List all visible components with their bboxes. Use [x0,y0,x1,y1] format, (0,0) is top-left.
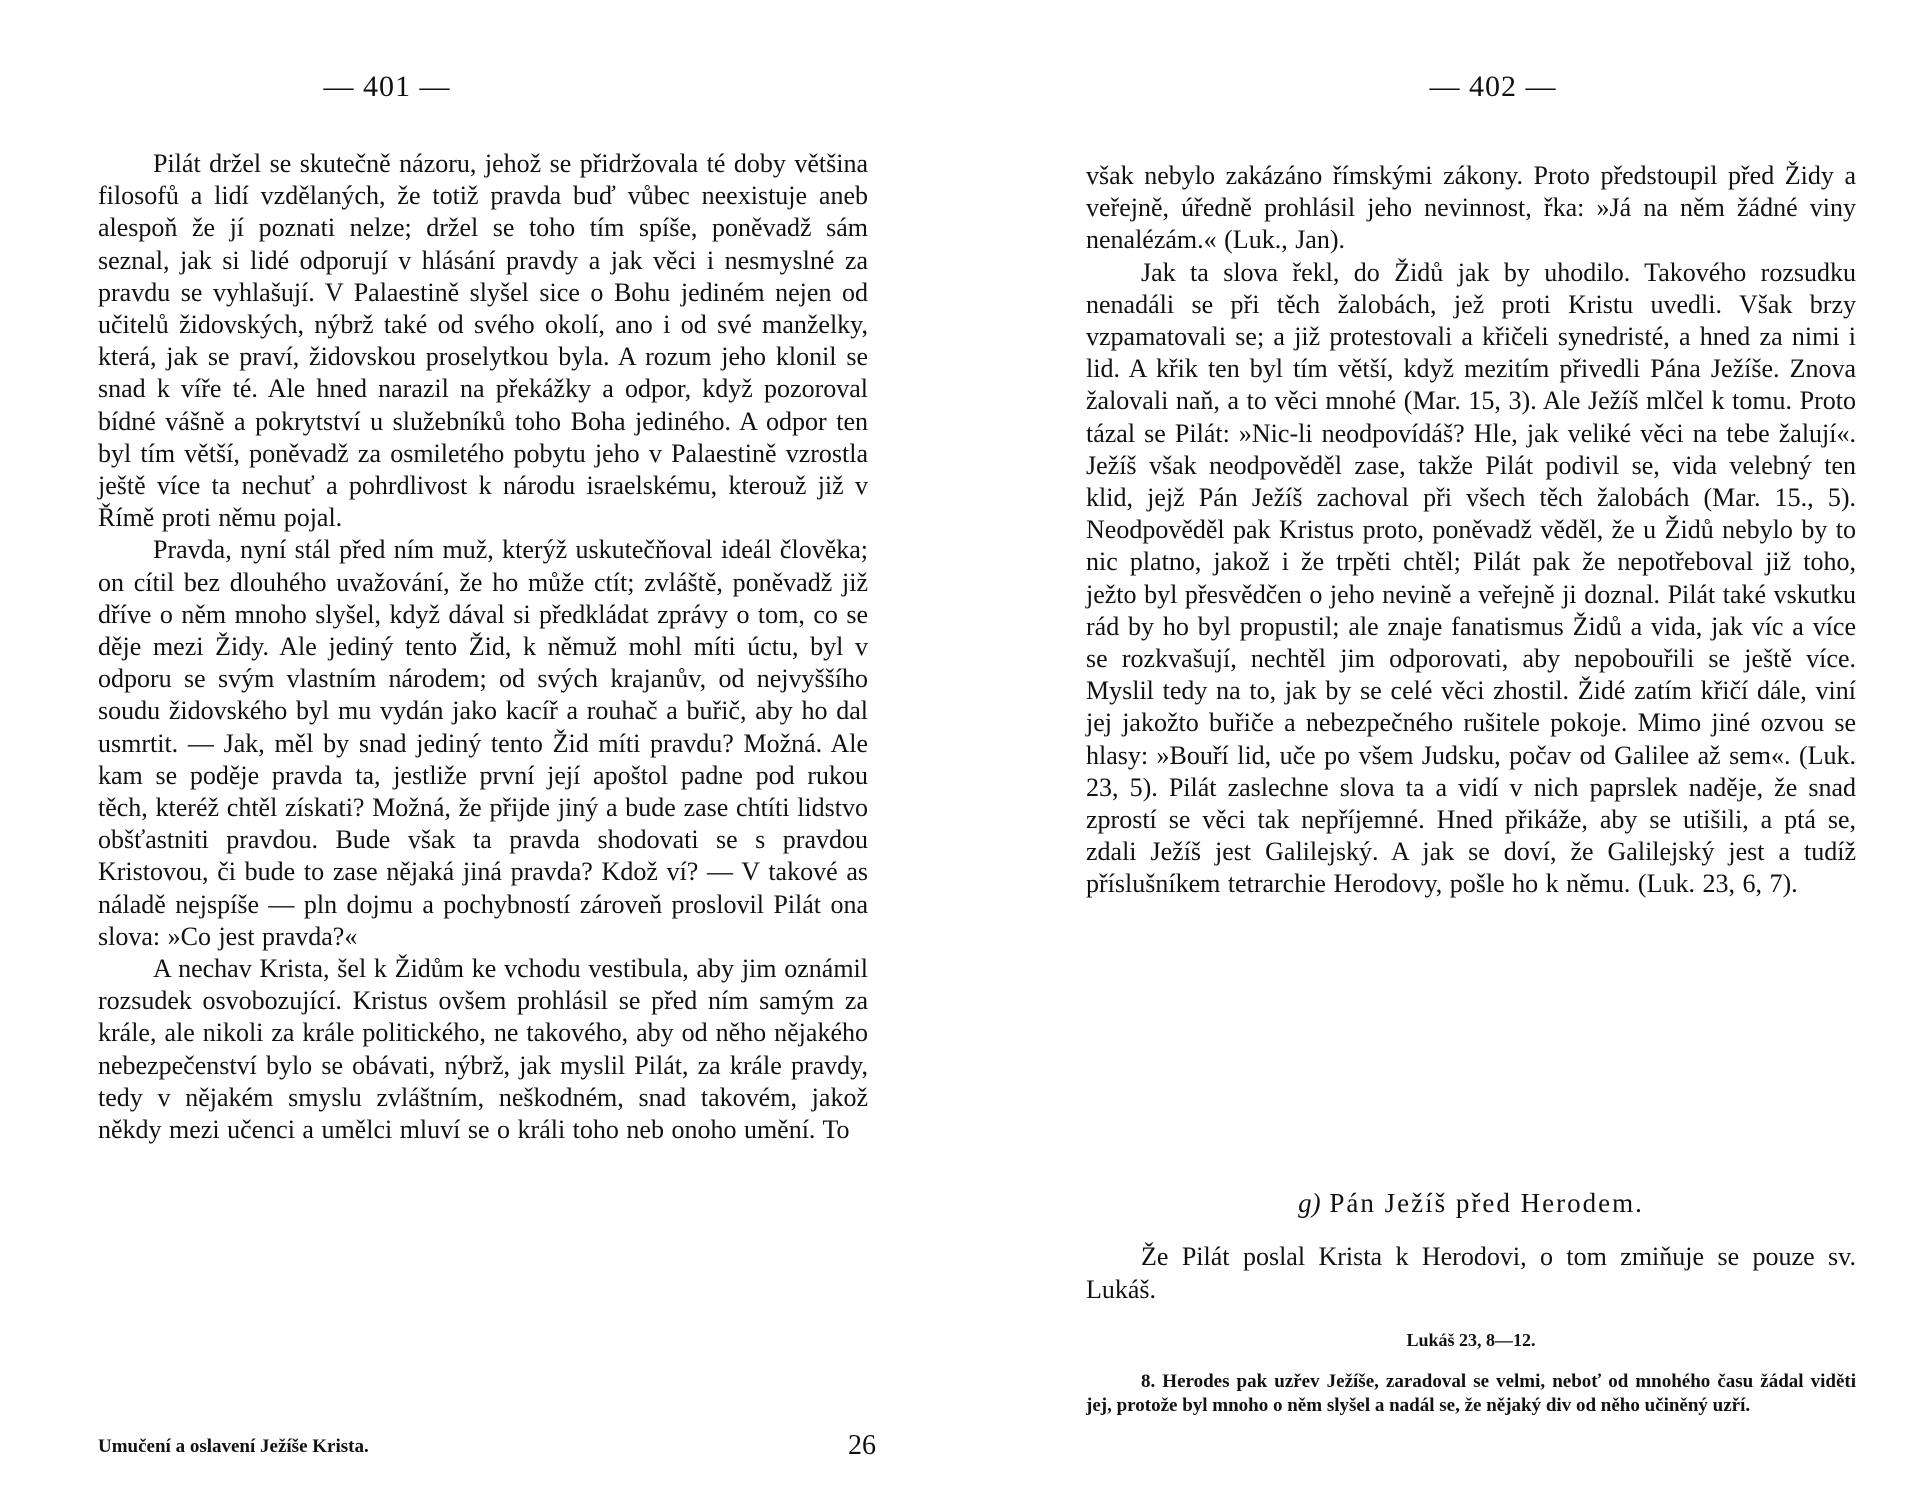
paragraph: Že Pilát poslal Krista k Herodovi, o tom zmiňuje se pouze sv. Lukáš. [1086,1242,1856,1304]
paragraph: však nebylo zakázáno římskými zákony. Proto předstoupil před Židy a veřejně, úředně prohlásil jeho nevinnost, řka: »Já na něm žádné viny nenalézám.« (Luk., Jan). [1086,161,1856,255]
paragraph: Pilát držel se skutečně názoru, jehož se přidržovala té doby většina filosofů a lidí vzdělaných, že totiž pravda buď vůbec neexistuje aneb alespoň že jí poznati nelze; držel se toho tím spíše, poněvadž sám seznal, jak si lidé odporují v hlásání pravdy a jak věci i nesmyslné za pravdu se vyhlašují. V Palaestině slyšel sice o Bohu jediném nejen od učitelů židovských, nýbrž také od svého okolí, ano i od své manželky, která, jak se praví, židovskou proselytkou byla. A rozum jeho klonil se snad k víře té. Ale hned narazil na překážky a odpor, když pozoroval bídné vášně a pokrytství u služebníků toho Boha jediného. A odpor ten byl tím větší, poněvadž za osmiletého pobytu jeho v Palaestině vzrostla ještě více ta nechuť a pohrdlivost k národu israelskému, kterouž již v Římě proti němu pojal. [98,149,868,533]
page-number: — 402 — [1429,70,1557,103]
verse-text: 8. Herodes pak uzřev Ježíše, zaradoval se velmi, neboť od mnohého času žádal viděti jej, protože byl mnoho o něm slyšel a nadál se, že nějaký div od něho učiněný uzří. [1086,1371,1856,1416]
section-letter: g) [1298,1188,1321,1218]
signature-mark: 26 [848,1430,876,1461]
section-title: Pán Ježíš před Herodem. [1329,1188,1644,1218]
page-footer [98,1430,876,1461]
body-text [1086,160,1856,901]
section-heading [1086,1188,1856,1219]
paragraph: A nechav Krista, šel k Židům ke vchodu vestibula, aby jim oznámil rozsudek osvobozující. Kristus ovšem prohlásil se před ním samým za krále, ale nikoli za krále politického, ne takového, aby od něho nějakého nebezpečenství bylo se obávati, nýbrž, jak myslil Pilát, za krále pravdy, tedy v nějakém smyslu zvláštním, neškodném, snad takovém, jakož někdy mezi učenci a umělci mluví se o králi toho neb onoho umění. To [98,954,868,1145]
footer-book-title: Umučení a oslavení Ježíše Krista. [98,1436,369,1457]
section-intro [1086,1240,1856,1306]
right-page [966,0,1932,1500]
page-number: — 401 — [323,70,451,103]
paragraph: Pravda, nyní stál před ním muž, kterýž uskutečňoval ideál člověka; on cítil bez dlouhého uvažování, že ho může ctít; zvláště, poněvadž již dříve o něm mnoho slyšel, když dával si předkládat zprávy o tom, co se děje mezi Židy. Ale jediný tento Žid, k němuž mohl míti úctu, byl v odporu se svým vlastním národem; od svých krajanův, od nejvyššího soudu židovského byl mu vydán jako kacíř a rouhač a buřič, aby ho dal usmrtit. — Jak, měl by snad jediný tento Žid míti pravdu? Možná. Ale kam se poděje pravda ta, jestliže první její apoštol padne pod rukou těch, kteréž chtěl získati? Možná, že přijde jiný a bude zase chtíti lidstvo obšťastniti pravdou. Bude však ta pravda shodovati se s pravdou Kristovou, či bude to zase nějaká jiná pravda? Kdož ví? — V takové as náladě nejspíše — pln dojmu a pochybností zároveň proslovil Pilát ona slova: »Co jest pravda?« [98,535,868,951]
body-text [98,148,868,1146]
scripture-verse [1086,1370,1856,1418]
paragraph: Jak ta slova řekl, do Židů jak by uhodilo. Takového rozsudku nenadáli se při těch žalobách, jež proti Kristu uvedli. Však brzy vzpamatovali se; a již protestovali a křičeli synedristé, a hned za nimi i lid. A křik ten byl tím větší, když mezitím přivedli Pána Ježíše. Znova žalovali naň, a to věci mnohé (Mar. 15, 3). Ale Ježíš mlčel k tomu. Proto tázal se Pilát: »Nic-li neodpovídáš? Hle, jak veliké věci na tebe žalují«. Ježíš však neodpověděl zase, takže Pilát podivil se, vida velebný ten klid, jejž Pán Ježíš zachoval při všech těch žalobách (Mar. 15., 5). Neodpověděl pak Kristus proto, poněvadž věděl, že u Židů nebylo by to nic platno, jakož i že trpěti chtěl; Pilát pak že nepotřeboval již toho, ježto byl přesvědčen o jeho nevině a veřejně ji doznal. Pilát také vskutku rád by ho byl propustil; ale znaje fanatismus Židů a vida, jak víc a více se rozkvašují, nechtěl jim odporovati, aby nepobouřili se ještě více. Myslil tedy na to, jak by se celé věci zhostil. Židé zatím křičí dále, viní jej jakožto buřiče a nebezpečného rušitele pokoje. Mimo jiné ozvou se hlasy: »Bouří lid, uče po všem Judsku, počav od Galilee až sem«. (Luk. 23, 5). Pilát zaslechne slova ta a vidí v nich paprslek naděje, že snad zprostí se věci tak nepříjemné. Hned přikáže, aby se utišili, a ptá se, zdali Ježíš jest Galilejský. A jak se doví, že Galilejský jest a tudíž příslušníkem tetrarchie Herodovy, pošle ho k němu. (Luk. 23, 6, 7). [1086,257,1856,899]
scripture-reference: Lukáš 23, 8—12. [1406,1330,1536,1350]
